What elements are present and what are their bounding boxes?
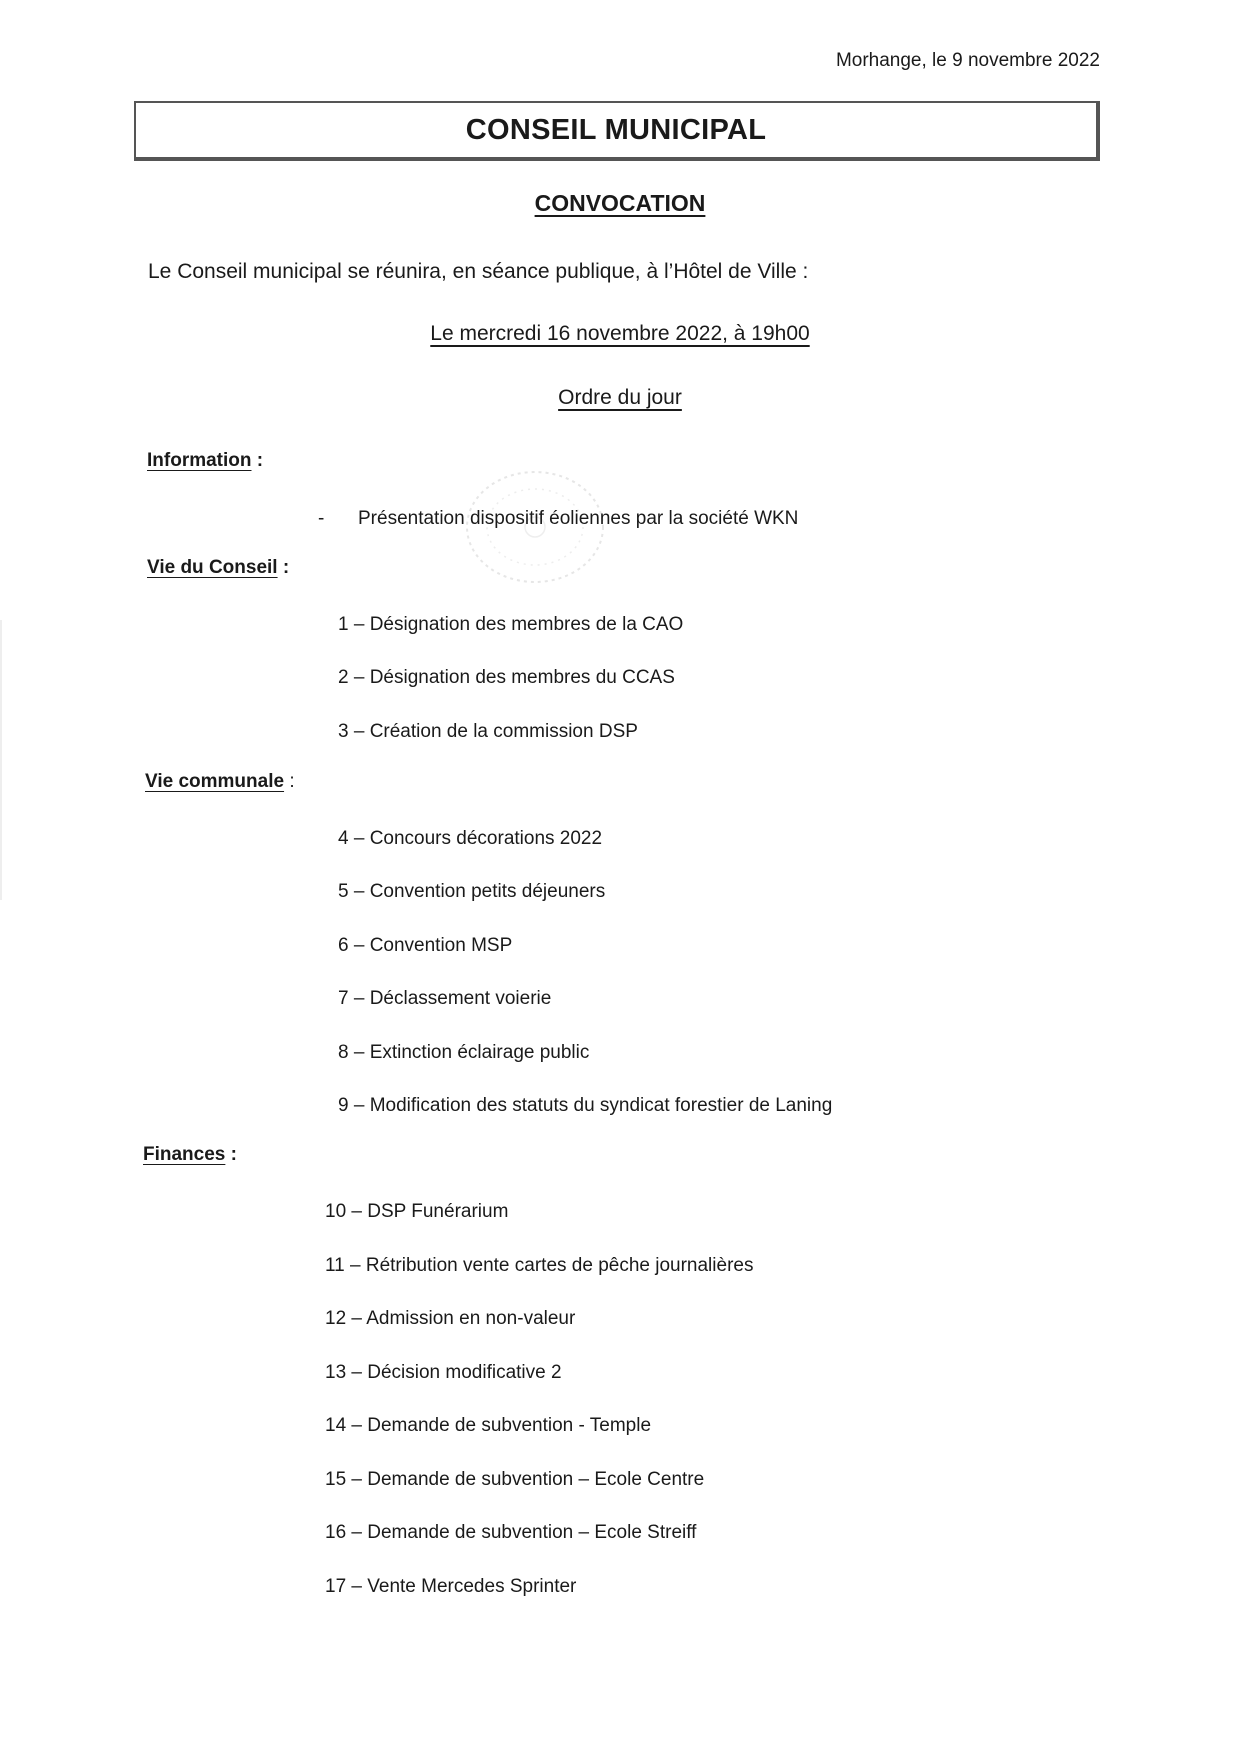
section-heading-vie-du-conseil bbox=[147, 557, 289, 579]
section-heading-text: Information bbox=[147, 450, 252, 471]
section-heading-colon: : bbox=[277, 557, 290, 578]
scan-margin-mark bbox=[0, 620, 2, 900]
list-item: 13 – Décision modificative 2 bbox=[325, 1362, 562, 1383]
list-item: 9 – Modification des statuts du syndicat forestier de Laning bbox=[338, 1095, 833, 1116]
list-item: 6 – Convention MSP bbox=[338, 935, 513, 956]
convocation-heading: CONVOCATION bbox=[534, 190, 706, 216]
section-heading-colon: : bbox=[284, 771, 295, 792]
meeting-date: Le mercredi 16 novembre 2022, à 19h00 bbox=[430, 322, 810, 345]
agenda-title: Ordre du jour bbox=[558, 386, 682, 409]
section-heading-information bbox=[147, 450, 263, 472]
section-heading-vie-communale bbox=[145, 771, 295, 793]
section-heading-colon: : bbox=[225, 1144, 237, 1165]
section-heading-finances bbox=[143, 1144, 237, 1166]
list-item: 3 – Création de la commission DSP bbox=[338, 721, 638, 742]
section-heading-colon: : bbox=[251, 450, 264, 471]
list-item: 11 – Rétribution vente cartes de pêche journalières bbox=[325, 1255, 754, 1276]
list-item: 8 – Extinction éclairage public bbox=[338, 1042, 590, 1063]
section-heading-text: Finances bbox=[143, 1144, 226, 1165]
list-item: 16 – Demande de subvention – Ecole Streiff bbox=[325, 1522, 697, 1543]
list-item: 12 – Admission en non-valeur bbox=[325, 1308, 576, 1329]
list-item: 15 – Demande de subvention – Ecole Centre bbox=[325, 1469, 705, 1490]
title-box bbox=[134, 101, 1100, 161]
list-item: 14 – Demande de subvention - Temple bbox=[325, 1415, 652, 1436]
intro-paragraph: Le Conseil municipal se réunira, en séance publique, à l’Hôtel de Ville : bbox=[148, 260, 809, 283]
document-title: CONSEIL MUNICIPAL bbox=[465, 113, 767, 146]
list-item: 7 – Déclassement voierie bbox=[338, 988, 552, 1009]
list-item: 10 – DSP Funérarium bbox=[325, 1201, 509, 1222]
list-item: 5 – Convention petits déjeuners bbox=[338, 881, 606, 902]
bullet-dash: - bbox=[318, 508, 325, 529]
list-item: 4 – Concours décorations 2022 bbox=[338, 828, 603, 849]
document-date: Morhange, le 9 novembre 2022 bbox=[835, 50, 1100, 71]
list-item: 2 – Désignation des membres du CCAS bbox=[338, 667, 675, 688]
list-item: 17 – Vente Mercedes Sprinter bbox=[325, 1576, 577, 1597]
section-heading-text: Vie communale bbox=[145, 771, 285, 792]
section-heading-text: Vie du Conseil bbox=[147, 557, 278, 578]
list-item: Présentation dispositif éoliennes par la société WKN bbox=[358, 508, 799, 529]
list-item: 1 – Désignation des membres de la CAO bbox=[338, 614, 684, 635]
